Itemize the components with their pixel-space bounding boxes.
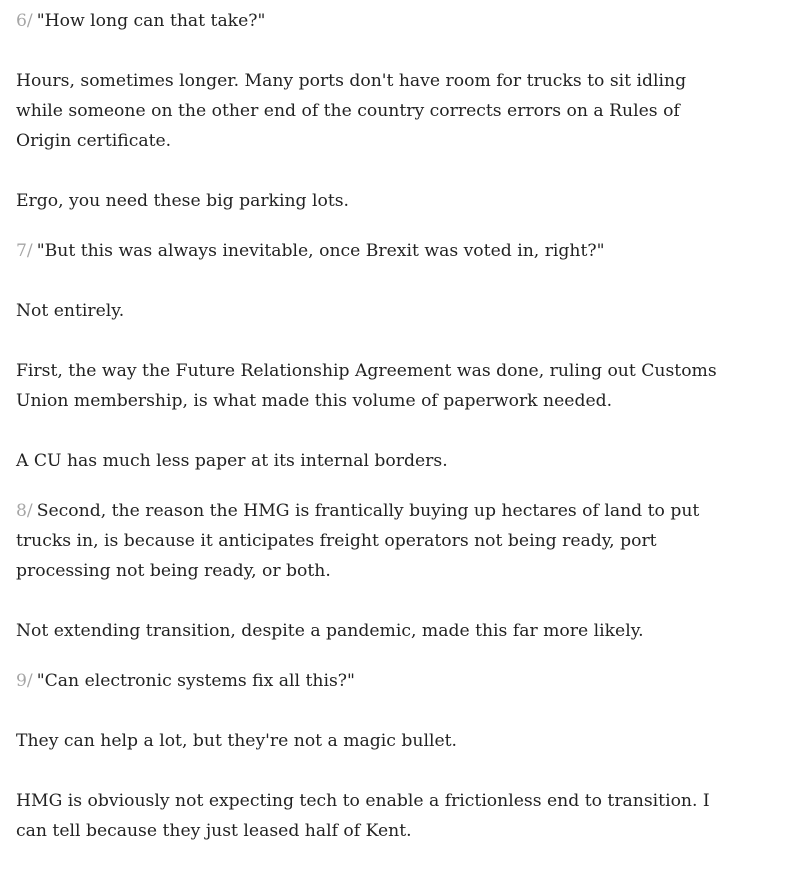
tweet-8-paragraph-1 [16,496,731,586]
tweet-7-paragraph-1: Not entirely. [16,301,125,321]
tweet-7-paragraph-2: First, the way the Future Relationship Agreement was done, ruling out Customs Union membership, is what made this volume of paperwork needed. [16,361,717,411]
thread-body [16,6,731,876]
tweet-7-question [16,236,731,266]
tweet-7-number: 7/ [16,241,33,261]
tweet-6-number: 6/ [16,11,33,31]
tweet-6-question-text: "How long can that take?" [36,11,266,31]
tweet-7-question-text: "But this was always inevitable, once Brexit was voted in, right?" [36,241,605,261]
tweet-9-number: 9/ [16,671,33,691]
tweet-6-paragraph-1: Hours, sometimes longer. Many ports don't have room for trucks to sit idling while someone on the other end of the country corrects errors on a Rules of Origin certificate. [16,71,687,151]
tweet-8-number: 8/ [16,501,33,521]
tweet-7-paragraph-3: A CU has much less paper at its internal borders. [16,451,448,471]
tweet-8-paragraph-2: Not extending transition, despite a pandemic, made this far more likely. [16,621,644,641]
tweet-9-paragraph-2: HMG is obviously not expecting tech to enable a frictionless end to transition. I can tell because they just leased half of Kent. [16,791,710,841]
tweet-6-question [16,6,731,36]
tweet-6-paragraph-2: Ergo, you need these big parking lots. [16,191,350,211]
tweet-9-question-text: "Can electronic systems fix all this?" [36,671,355,691]
tweet-9-paragraph-1: They can help a lot, but they're not a magic bullet. [16,731,457,751]
tweet-9-question [16,666,731,696]
tweet-8-text: Second, the reason the HMG is frantically buying up hectares of land to put trucks in, is because it anticipates freight operators not being ready, port processing not being ready, or both. [16,501,700,581]
